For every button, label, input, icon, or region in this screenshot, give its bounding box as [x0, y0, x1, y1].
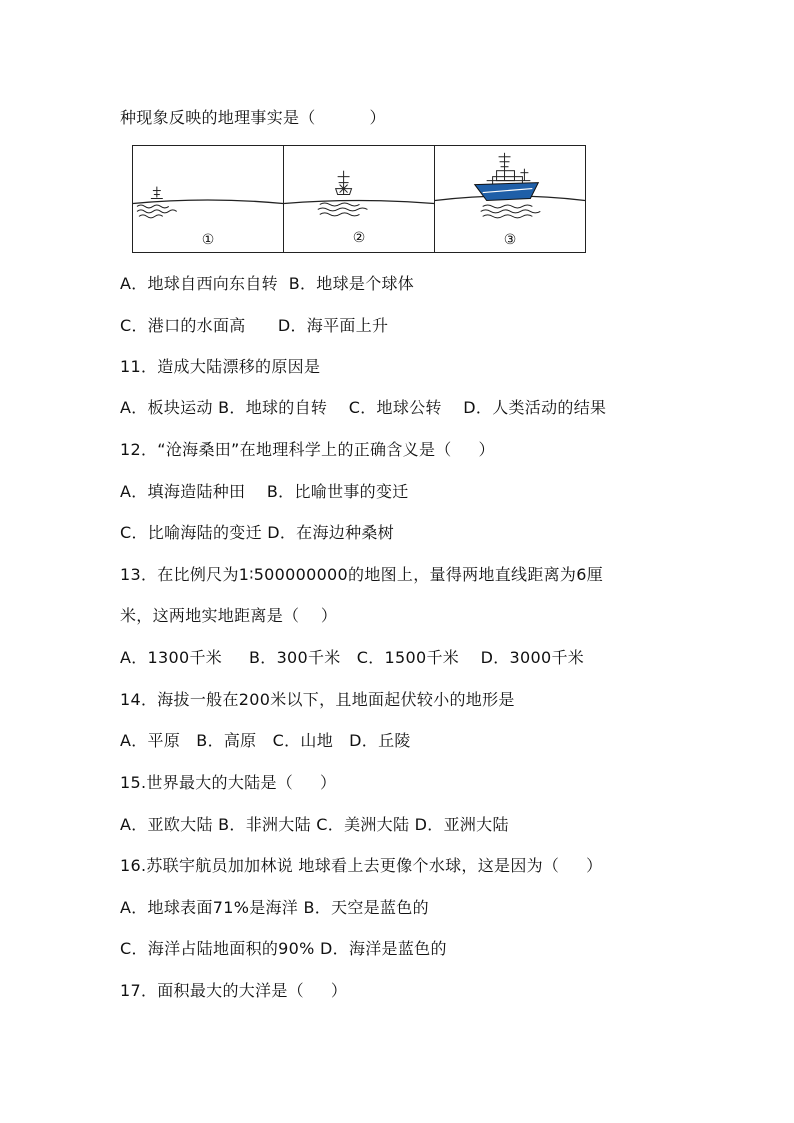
question-stem-continuation: 种现象反映的地理事实是（ ）: [120, 108, 386, 127]
panel-label-1: ①: [201, 232, 215, 248]
figure-panel-2: [284, 146, 435, 252]
q14-stem: 14．海拔一般在200米以下，且地面起伏较小的地形是: [120, 690, 515, 709]
q13-stem-line2: 米，这两地实地距离是（ ）: [120, 606, 338, 625]
q13-options: A．1300千米 B．300千米 C．1500千米 D．3000千米: [120, 648, 585, 667]
q16-options-cd: C．海洋占陆地面积的90% D．海洋是蓝色的: [120, 939, 447, 958]
q16-stem: 16.苏联宇航员加加林说 地球看上去更像个水球，这是因为（ ）: [120, 856, 603, 875]
wave-icon: [137, 205, 177, 218]
figure-panel-1: [133, 146, 284, 252]
q13-stem-line1: 13．在比例尺为1∶500000000的地图上，量得两地直线距离为6厘: [120, 565, 604, 584]
ship-mast-icon: [151, 187, 163, 199]
q10-options-cd: C．港口的水面高 D．海平面上升: [120, 316, 389, 335]
wave-icon: [481, 205, 541, 218]
q10-options-ab: A．地球自西向东自转 B．地球是个球体: [120, 274, 415, 293]
q12-options-ab: A．填海造陆种田 B．比喻世事的变迁: [120, 482, 409, 501]
q17-stem: 17．面积最大的大洋是（ ）: [120, 981, 348, 1000]
ship-horizon-figure: [132, 145, 586, 253]
q12-options-cd: C．比喻海陆的变迁 D．在海边种桑树: [120, 523, 394, 542]
panel-label-3: ③: [503, 232, 517, 248]
q14-options: A．平原 B．高原 C．山地 D．丘陵: [120, 731, 411, 750]
panel-label-2: ②: [352, 230, 366, 246]
figure-panel-3: [435, 146, 585, 252]
ship-superstructure-icon: [336, 171, 352, 195]
q15-stem: 15.世界最大的大陆是（ ）: [120, 773, 337, 792]
warship-icon: [475, 153, 539, 201]
wave-icon: [318, 203, 368, 216]
q15-options: A．亚欧大陆 B．非洲大陆 C．美洲大陆 D．亚洲大陆: [120, 815, 509, 834]
q11-options: A．板块运动 B．地球的自转 C．地球公转 D．人类活动的结果: [120, 398, 607, 417]
q16-options-ab: A．地球表面71%是海洋 B．天空是蓝色的: [120, 898, 429, 917]
q12-stem: 12．“沧海桑田”在地理科学上的正确含义是（ ）: [120, 440, 495, 459]
q11-stem: 11．造成大陆漂移的原因是: [120, 357, 321, 376]
